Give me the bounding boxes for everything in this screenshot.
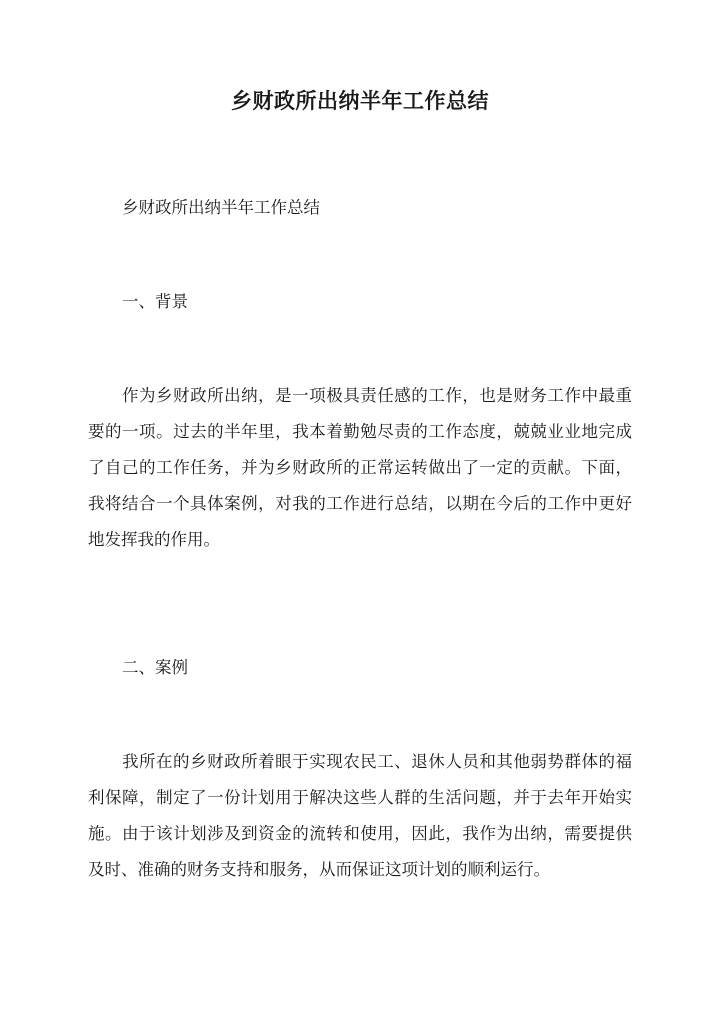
document-subtitle: 乡财政所出纳半年工作总结 xyxy=(122,198,320,217)
section-paragraph-case: 我所在的乡财政所着眼于实现农民工、退休人员和其他弱势群体的福利保障，制定了一份计划用于解决这些人群的生活问题，并于去年开始实施。由于该计划涉及到资金的流转和使用，因此，我作为出纳，需要提供及时、准确的财务支持和服务，从而保证这项计划的顺利运行。 xyxy=(88,752,632,879)
document-title: 乡财政所出纳半年工作总结 xyxy=(231,88,489,113)
section-heading-case: 二、案例 xyxy=(122,658,188,677)
section-paragraph-background: 作为乡财政所出纳，是一项极具责任感的工作，也是财务工作中最重要的一项。过去的半年里，我本着勤勉尽责的工作态度，兢兢业业地完成了自己的工作任务，并为乡财政所的正常运转做出了一定的贡献。下面，我将结合一个具体案例，对我的工作进行总结，以期在今后的工作中更好地发挥我的作用。 xyxy=(88,386,632,549)
section-heading-background: 一、背景 xyxy=(122,292,188,311)
